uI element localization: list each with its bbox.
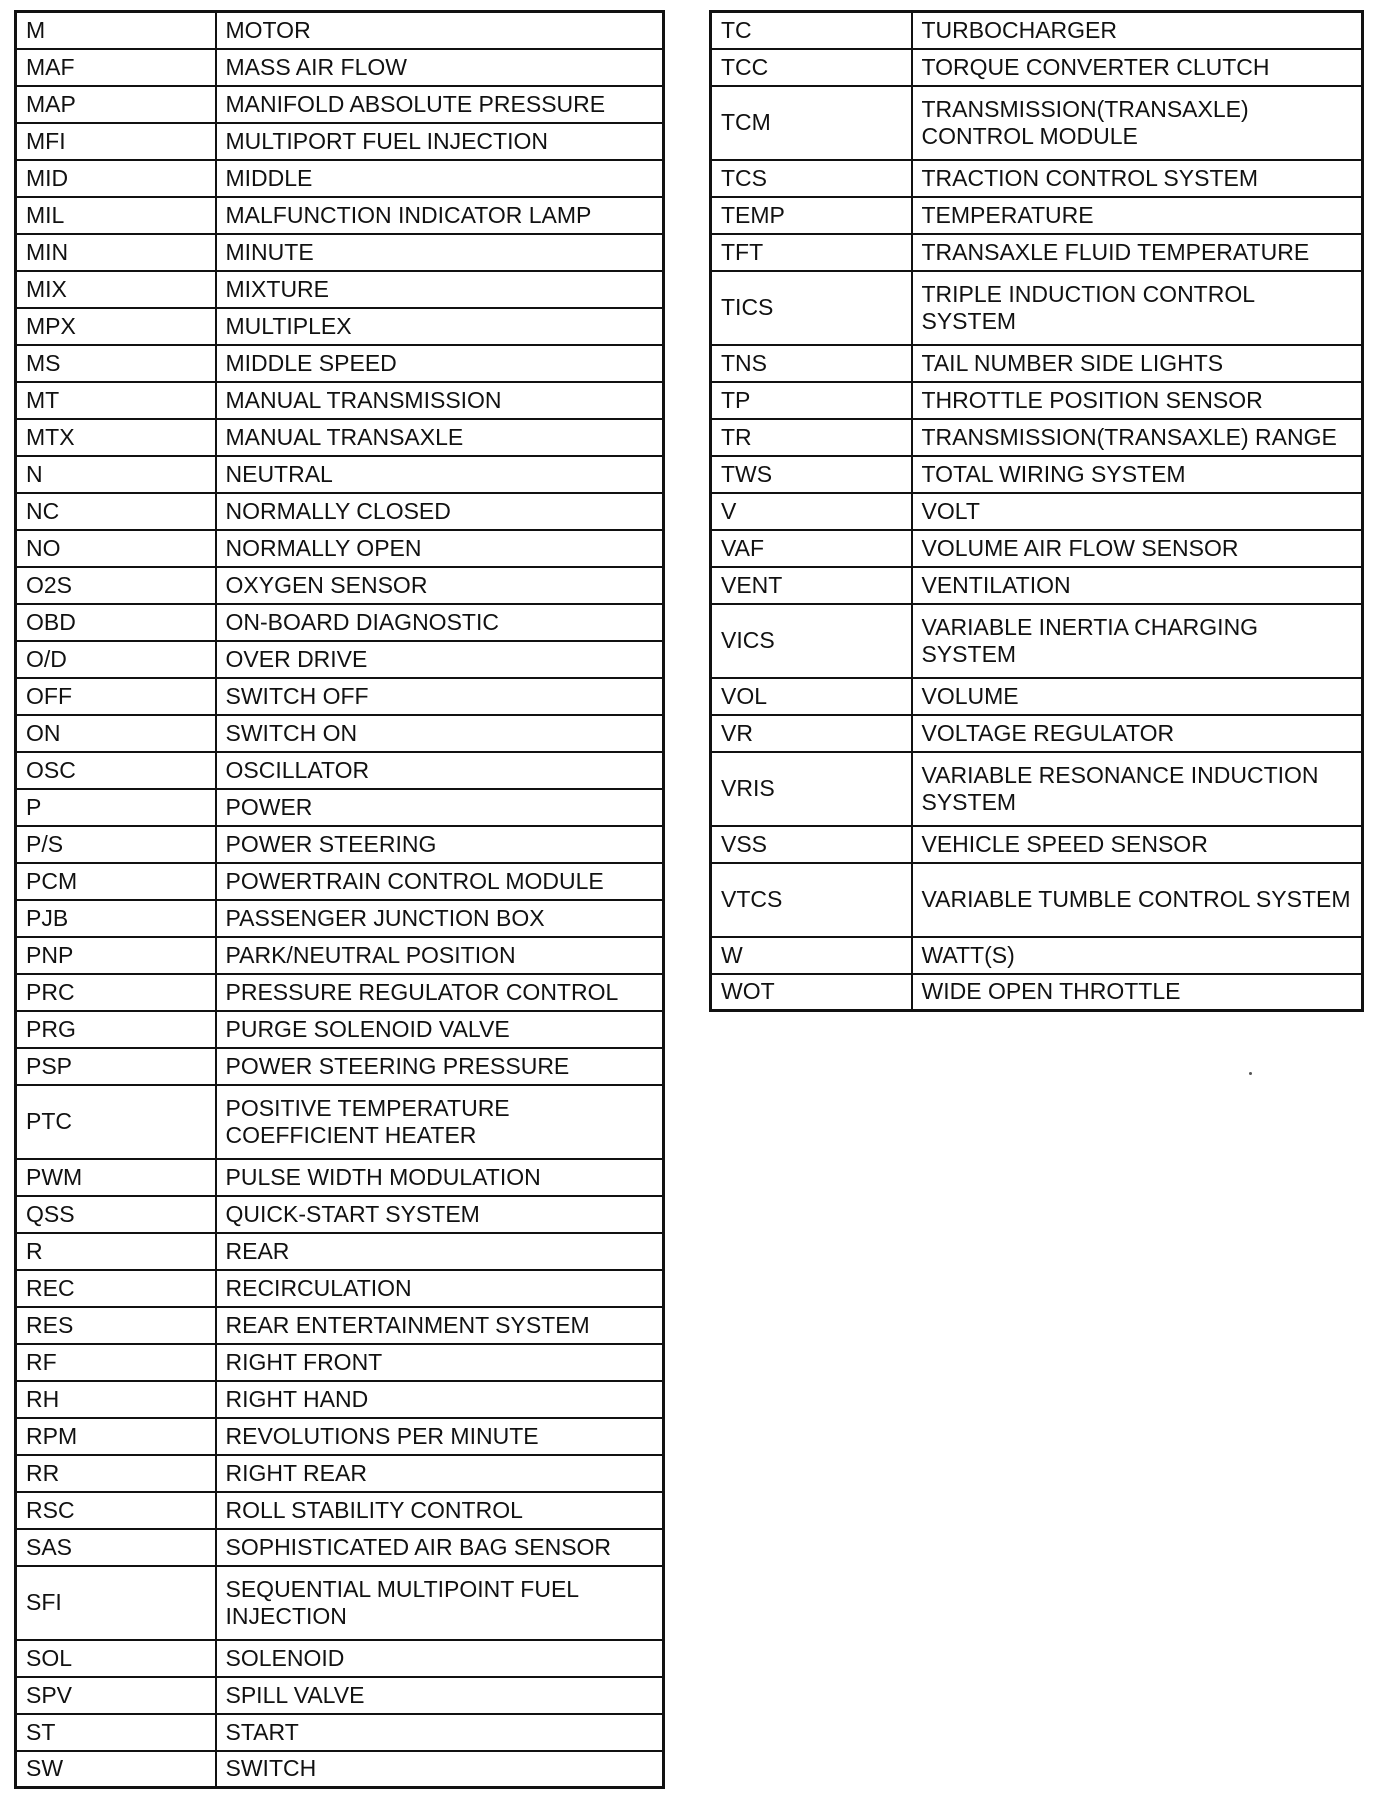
table-row [16, 1455, 664, 1492]
abbreviation-cell: RF [16, 1344, 216, 1381]
abbreviation-cell: VICS [711, 604, 912, 678]
abbreviation-cell: RES [16, 1307, 216, 1344]
meaning-cell: PRESSURE REGULATOR CONTROL [216, 974, 664, 1011]
abbreviation-cell: MS [16, 345, 216, 382]
meaning-cell: START [216, 1714, 664, 1751]
meaning-cell: MIDDLE [216, 160, 664, 197]
table-row [711, 271, 1363, 345]
abbreviation-cell: R [16, 1233, 216, 1270]
abbreviation-cell: TR [711, 419, 912, 456]
meaning-cell: SWITCH ON [216, 715, 664, 752]
abbreviation-cell: O/D [16, 641, 216, 678]
table-row [711, 974, 1363, 1011]
table-row [16, 1492, 664, 1529]
abbreviation-cell: WOT [711, 974, 912, 1011]
meaning-cell: MANIFOLD ABSOLUTE PRESSURE [216, 86, 664, 123]
meaning-cell: OSCILLATOR [216, 752, 664, 789]
abbreviation-cell: SFI [16, 1566, 216, 1640]
table-row [16, 567, 664, 604]
table-row [16, 678, 664, 715]
table-row [16, 604, 664, 641]
table-row [16, 1640, 664, 1677]
abbreviation-cell: RH [16, 1381, 216, 1418]
meaning-cell: RIGHT FRONT [216, 1344, 664, 1381]
table-row [16, 382, 664, 419]
abbreviation-cell: NC [16, 493, 216, 530]
table-row [16, 271, 664, 308]
table-row [16, 863, 664, 900]
abbreviation-cell: ON [16, 715, 216, 752]
table-row [16, 86, 664, 123]
table-row [16, 1751, 664, 1788]
abbreviation-cell: NO [16, 530, 216, 567]
meaning-cell: MULTIPLEX [216, 308, 664, 345]
table-row [16, 345, 664, 382]
table-row [16, 456, 664, 493]
abbreviation-cell: VRIS [711, 752, 912, 826]
abbreviation-cell: TICS [711, 271, 912, 345]
abbreviation-cell: PRC [16, 974, 216, 1011]
table-row [16, 197, 664, 234]
table-row [16, 1196, 664, 1233]
table-row [16, 49, 664, 86]
abbreviation-cell: SW [16, 1751, 216, 1788]
meaning-cell: POWER STEERING [216, 826, 664, 863]
table-row [16, 1085, 664, 1159]
meaning-cell: POWERTRAIN CONTROL MODULE [216, 863, 664, 900]
table-row [16, 1344, 664, 1381]
table-row [16, 1677, 664, 1714]
meaning-cell: ON-BOARD DIAGNOSTIC [216, 604, 664, 641]
abbreviation-cell: N [16, 456, 216, 493]
abbreviation-cell: TNS [711, 345, 912, 382]
abbreviation-cell: TEMP [711, 197, 912, 234]
meaning-cell: VOLUME AIR FLOW SENSOR [912, 530, 1363, 567]
abbreviation-cell: P/S [16, 826, 216, 863]
meaning-cell: RECIRCULATION [216, 1270, 664, 1307]
table-row [711, 530, 1363, 567]
meaning-cell: WIDE OPEN THROTTLE [912, 974, 1363, 1011]
table-row [16, 530, 664, 567]
meaning-cell: MANUAL TRANSAXLE [216, 419, 664, 456]
abbreviation-cell: TP [711, 382, 912, 419]
meaning-cell: VARIABLE TUMBLE CONTROL SYSTEM [912, 863, 1363, 937]
table-row [711, 752, 1363, 826]
table-row [16, 937, 664, 974]
abbreviation-cell: ST [16, 1714, 216, 1751]
meaning-cell: OVER DRIVE [216, 641, 664, 678]
meaning-cell: POWER STEERING PRESSURE [216, 1048, 664, 1085]
meaning-cell: SOPHISTICATED AIR BAG SENSOR [216, 1529, 664, 1566]
abbreviation-table-left [14, 10, 665, 1789]
abbreviation-cell: TCC [711, 49, 912, 86]
table-row [16, 1159, 664, 1196]
abbreviation-cell: MIX [16, 271, 216, 308]
meaning-cell: SWITCH OFF [216, 678, 664, 715]
table-row [16, 1714, 664, 1751]
abbreviation-cell: RSC [16, 1492, 216, 1529]
meaning-cell: REAR ENTERTAINMENT SYSTEM [216, 1307, 664, 1344]
meaning-cell: POSITIVE TEMPERATURE COEFFICIENT HEATER [216, 1085, 664, 1159]
meaning-cell: TEMPERATURE [912, 197, 1363, 234]
abbreviation-cell: SAS [16, 1529, 216, 1566]
meaning-cell: VEHICLE SPEED SENSOR [912, 826, 1363, 863]
meaning-cell: VARIABLE INERTIA CHARGING SYSTEM [912, 604, 1363, 678]
table-row [711, 456, 1363, 493]
abbreviation-cell: TC [711, 12, 912, 49]
abbreviation-cell: VENT [711, 567, 912, 604]
table-row [711, 863, 1363, 937]
meaning-cell: PARK/NEUTRAL POSITION [216, 937, 664, 974]
abbreviation-cell: PSP [16, 1048, 216, 1085]
meaning-cell: MOTOR [216, 12, 664, 49]
abbreviation-cell: TWS [711, 456, 912, 493]
meaning-cell: VOLUME [912, 678, 1363, 715]
table-row [16, 160, 664, 197]
meaning-cell: REVOLUTIONS PER MINUTE [216, 1418, 664, 1455]
scan-speck [1249, 1072, 1252, 1075]
table-row [711, 826, 1363, 863]
table-row [711, 160, 1363, 197]
abbreviation-cell: MAP [16, 86, 216, 123]
abbreviation-cell: RPM [16, 1418, 216, 1455]
meaning-cell: VOLTAGE REGULATOR [912, 715, 1363, 752]
table-row [16, 123, 664, 160]
table-row [711, 678, 1363, 715]
abbreviation-cell: OBD [16, 604, 216, 641]
table-row [711, 715, 1363, 752]
table-row [711, 234, 1363, 271]
table-row [711, 12, 1363, 49]
meaning-cell: TRANSAXLE FLUID TEMPERATURE [912, 234, 1363, 271]
abbreviation-cell: O2S [16, 567, 216, 604]
abbreviation-cell: RR [16, 1455, 216, 1492]
abbreviation-cell: MAF [16, 49, 216, 86]
table-row [16, 1529, 664, 1566]
meaning-cell: TRACTION CONTROL SYSTEM [912, 160, 1363, 197]
abbreviation-cell: MID [16, 160, 216, 197]
table-row [16, 752, 664, 789]
table-row [711, 567, 1363, 604]
meaning-cell: PASSENGER JUNCTION BOX [216, 900, 664, 937]
abbreviation-cell: OFF [16, 678, 216, 715]
table-row [16, 419, 664, 456]
meaning-cell: TAIL NUMBER SIDE LIGHTS [912, 345, 1363, 382]
meaning-cell: OXYGEN SENSOR [216, 567, 664, 604]
meaning-cell: MIXTURE [216, 271, 664, 308]
table-row [711, 197, 1363, 234]
meaning-cell: TRIPLE INDUCTION CONTROL SYSTEM [912, 271, 1363, 345]
meaning-cell: VOLT [912, 493, 1363, 530]
meaning-cell: MANUAL TRANSMISSION [216, 382, 664, 419]
table-row [16, 1566, 664, 1640]
meaning-cell: TORQUE CONVERTER CLUTCH [912, 49, 1363, 86]
meaning-cell: TURBOCHARGER [912, 12, 1363, 49]
abbreviation-cell: PWM [16, 1159, 216, 1196]
meaning-cell: VENTILATION [912, 567, 1363, 604]
abbreviation-cell: W [711, 937, 912, 974]
abbreviation-cell: VR [711, 715, 912, 752]
table-row [16, 900, 664, 937]
table-row [16, 715, 664, 752]
abbreviation-cell: MPX [16, 308, 216, 345]
meaning-cell: SWITCH [216, 1751, 664, 1788]
abbreviation-cell: REC [16, 1270, 216, 1307]
abbreviation-cell: P [16, 789, 216, 826]
table-row [711, 937, 1363, 974]
abbreviation-cell: SOL [16, 1640, 216, 1677]
table-row [16, 12, 664, 49]
table-row [16, 1233, 664, 1270]
table-row [16, 1011, 664, 1048]
meaning-cell: NEUTRAL [216, 456, 664, 493]
abbreviation-cell: OSC [16, 752, 216, 789]
meaning-cell: TOTAL WIRING SYSTEM [912, 456, 1363, 493]
abbreviation-cell: PCM [16, 863, 216, 900]
meaning-cell: MULTIPORT FUEL INJECTION [216, 123, 664, 160]
meaning-cell: NORMALLY CLOSED [216, 493, 664, 530]
meaning-cell: QUICK-START SYSTEM [216, 1196, 664, 1233]
table-row [711, 86, 1363, 160]
abbreviation-cell: TCS [711, 160, 912, 197]
abbreviation-cell: MIN [16, 234, 216, 271]
table-row [16, 1381, 664, 1418]
meaning-cell: THROTTLE POSITION SENSOR [912, 382, 1363, 419]
abbreviation-cell: SPV [16, 1677, 216, 1714]
meaning-cell: REAR [216, 1233, 664, 1270]
meaning-cell: SEQUENTIAL MULTIPOINT FUEL INJECTION [216, 1566, 664, 1640]
table-row [711, 49, 1363, 86]
abbreviation-cell: V [711, 493, 912, 530]
table-row [16, 234, 664, 271]
meaning-cell: MALFUNCTION INDICATOR LAMP [216, 197, 664, 234]
abbreviation-cell: M [16, 12, 216, 49]
table-row [16, 308, 664, 345]
meaning-cell: ROLL STABILITY CONTROL [216, 1492, 664, 1529]
abbreviation-cell: VTCS [711, 863, 912, 937]
meaning-cell: MINUTE [216, 234, 664, 271]
meaning-cell: RIGHT REAR [216, 1455, 664, 1492]
abbreviation-cell: TCM [711, 86, 912, 160]
abbreviation-cell: PRG [16, 1011, 216, 1048]
meaning-cell: SOLENOID [216, 1640, 664, 1677]
meaning-cell: PULSE WIDTH MODULATION [216, 1159, 664, 1196]
meaning-cell: VARIABLE RESONANCE INDUCTION SYSTEM [912, 752, 1363, 826]
meaning-cell: PURGE SOLENOID VALVE [216, 1011, 664, 1048]
table-row [711, 382, 1363, 419]
table-row [16, 1418, 664, 1455]
table-row [16, 974, 664, 1011]
table-row [711, 345, 1363, 382]
meaning-cell: TRANSMISSION(TRANSAXLE) RANGE [912, 419, 1363, 456]
table-row [16, 641, 664, 678]
meaning-cell: NORMALLY OPEN [216, 530, 664, 567]
abbreviation-cell: VSS [711, 826, 912, 863]
abbreviation-cell: MTX [16, 419, 216, 456]
abbreviation-cell: QSS [16, 1196, 216, 1233]
table-row [711, 604, 1363, 678]
abbreviation-table-right [709, 10, 1364, 1012]
abbreviation-cell: TFT [711, 234, 912, 271]
meaning-cell: MIDDLE SPEED [216, 345, 664, 382]
table-row [16, 789, 664, 826]
table-row [16, 1270, 664, 1307]
abbreviation-cell: VAF [711, 530, 912, 567]
meaning-cell: MASS AIR FLOW [216, 49, 664, 86]
abbreviation-cell: PNP [16, 937, 216, 974]
abbreviation-cell: VOL [711, 678, 912, 715]
meaning-cell: TRANSMISSION(TRANSAXLE) CONTROL MODULE [912, 86, 1363, 160]
table-row [16, 1048, 664, 1085]
abbreviation-cell: PJB [16, 900, 216, 937]
table-row [16, 493, 664, 530]
table-row [711, 493, 1363, 530]
abbreviation-cell: MIL [16, 197, 216, 234]
abbreviation-cell: PTC [16, 1085, 216, 1159]
meaning-cell: SPILL VALVE [216, 1677, 664, 1714]
abbreviation-cell: MFI [16, 123, 216, 160]
meaning-cell: POWER [216, 789, 664, 826]
table-row [16, 1307, 664, 1344]
table-row [711, 419, 1363, 456]
table-row [16, 826, 664, 863]
abbreviation-cell: MT [16, 382, 216, 419]
meaning-cell: RIGHT HAND [216, 1381, 664, 1418]
meaning-cell: WATT(S) [912, 937, 1363, 974]
